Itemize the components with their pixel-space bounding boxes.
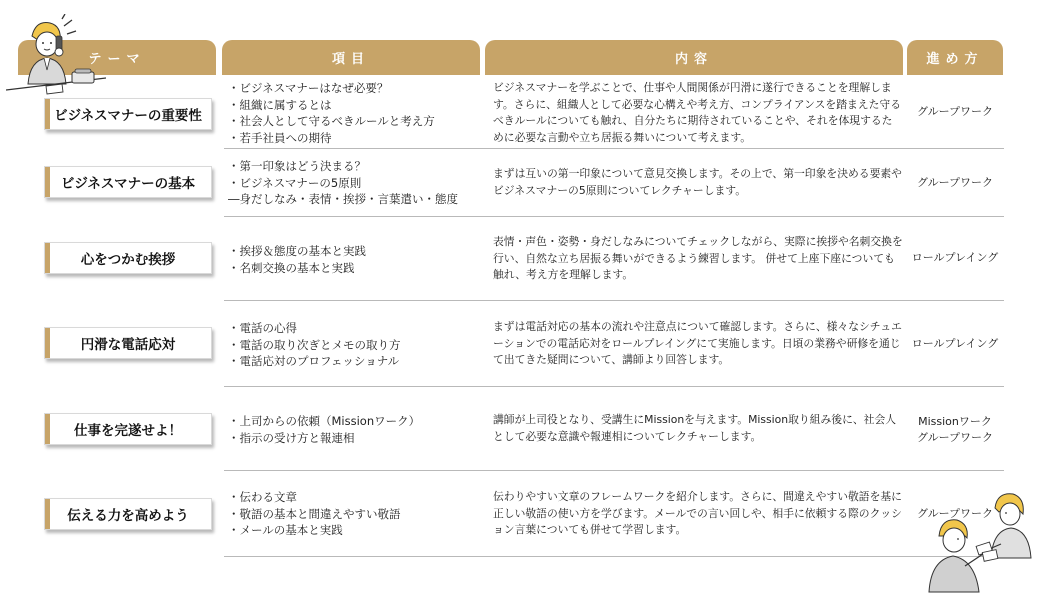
row-divider (224, 386, 1004, 387)
header-theme: テーマ (18, 40, 216, 75)
content-text: まずは互いの第一印象について意見交換します。その上で、第一印象を決める要素やビジネスマナーの5原則についてレクチャーします。 (493, 167, 902, 197)
row-divider (224, 470, 1004, 471)
header-content: 内容 (485, 40, 903, 75)
theme-phone-handling: 円滑な電話応対 (44, 327, 212, 359)
phone-call-person-icon (6, 14, 106, 100)
content-text: ビジネスマナーを学ぶことで、仕事や人間関係が円滑に遂行できることを理解します。さらに、組織人として必要な心構えや考え方、コンプライアンスを踏まえた守るべきルールについても触れ、自分たちに期待されていることや、それを体現するために必要な言動や立ち居振る舞いについて考えます。 (493, 81, 902, 144)
content-text: まずは電話対応の基本の流れや注意点について確認します。さらに、様々なシチュエーションでの電話応対をロールプレイングにて実施します。日頃の業務や研修を通じて出てきた疑問について、講師より回答します。 (493, 320, 902, 366)
row-divider (224, 300, 1004, 301)
items-list: ・挨拶＆態度の基本と実践 ・名刺交換の基本と実践 (228, 244, 366, 275)
method-text: グループワーク (916, 105, 994, 118)
content-text: 表情・声色・姿勢・身だしなみについてチェックしながら、実際に挨拶や名刺交換を行い、自然な立ち居振る舞いができるよう練習します。 併せて上座下座についても触れ、考え方を理解します。 (493, 235, 903, 281)
header-method: 進め方 (907, 40, 1003, 75)
theme-greeting: 心をつかむ挨拶 (44, 242, 212, 274)
business-card-exchange-icon (925, 488, 1035, 594)
items-list: ・伝わる文章 ・敬語の基本と間違えやすい敬語 ・メールの基本と実践 (228, 490, 401, 537)
items-list: ・ビジネスマナーはなぜ必要？ ・組織に属するとは ・社会人として守るべきルールと考え方 ・若手社員への期待 (228, 81, 435, 145)
method-text: ロールプレイング (911, 337, 999, 350)
method-text: グループワーク (916, 176, 994, 189)
theme-complete-work: 仕事を完遂せよ！ (44, 413, 212, 445)
row-divider (224, 556, 1004, 557)
theme-business-manners-basics: ビジネスマナーの基本 (44, 166, 212, 198)
items-list: ・第一印象はどう決まる？ ・ビジネスマナーの5原則 ―身だしなみ・表情・挨拶・言葉遣い・態度 (228, 159, 458, 206)
method-text: ロールプレイング (911, 251, 999, 264)
content-text: 伝わりやすい文章のフレームワークを紹介します。さらに、間違えやすい敬語を基に正しい敬語の使い方を学びます。メールでの言い回しや、相手に依頼する際のクッション言葉についても併せて学習します。 (493, 490, 902, 536)
header-items: 項目 (222, 40, 480, 75)
content-text: 講師が上司役となり、受講生にMissionを与えます。Mission取り組み後に、社会人として必要な意識や報連相についてレクチャーします。 (493, 413, 897, 443)
row-divider (224, 216, 1004, 217)
theme-business-manners-importance: ビジネスマナーの重要性 (44, 98, 212, 130)
row-divider (224, 148, 1004, 149)
theme-communication: 伝える力を高めよう (44, 498, 212, 530)
items-list: ・電話の心得 ・電話の取り次ぎとメモの取り方 ・電話応対のプロフェッショナル (228, 321, 401, 368)
method-text: Missionワーク グループワーク (916, 415, 994, 444)
items-list: ・上司からの依頼（Missionワーク） ・指示の受け方と報連相 (228, 414, 421, 445)
method-text: グループワーク (916, 507, 994, 520)
